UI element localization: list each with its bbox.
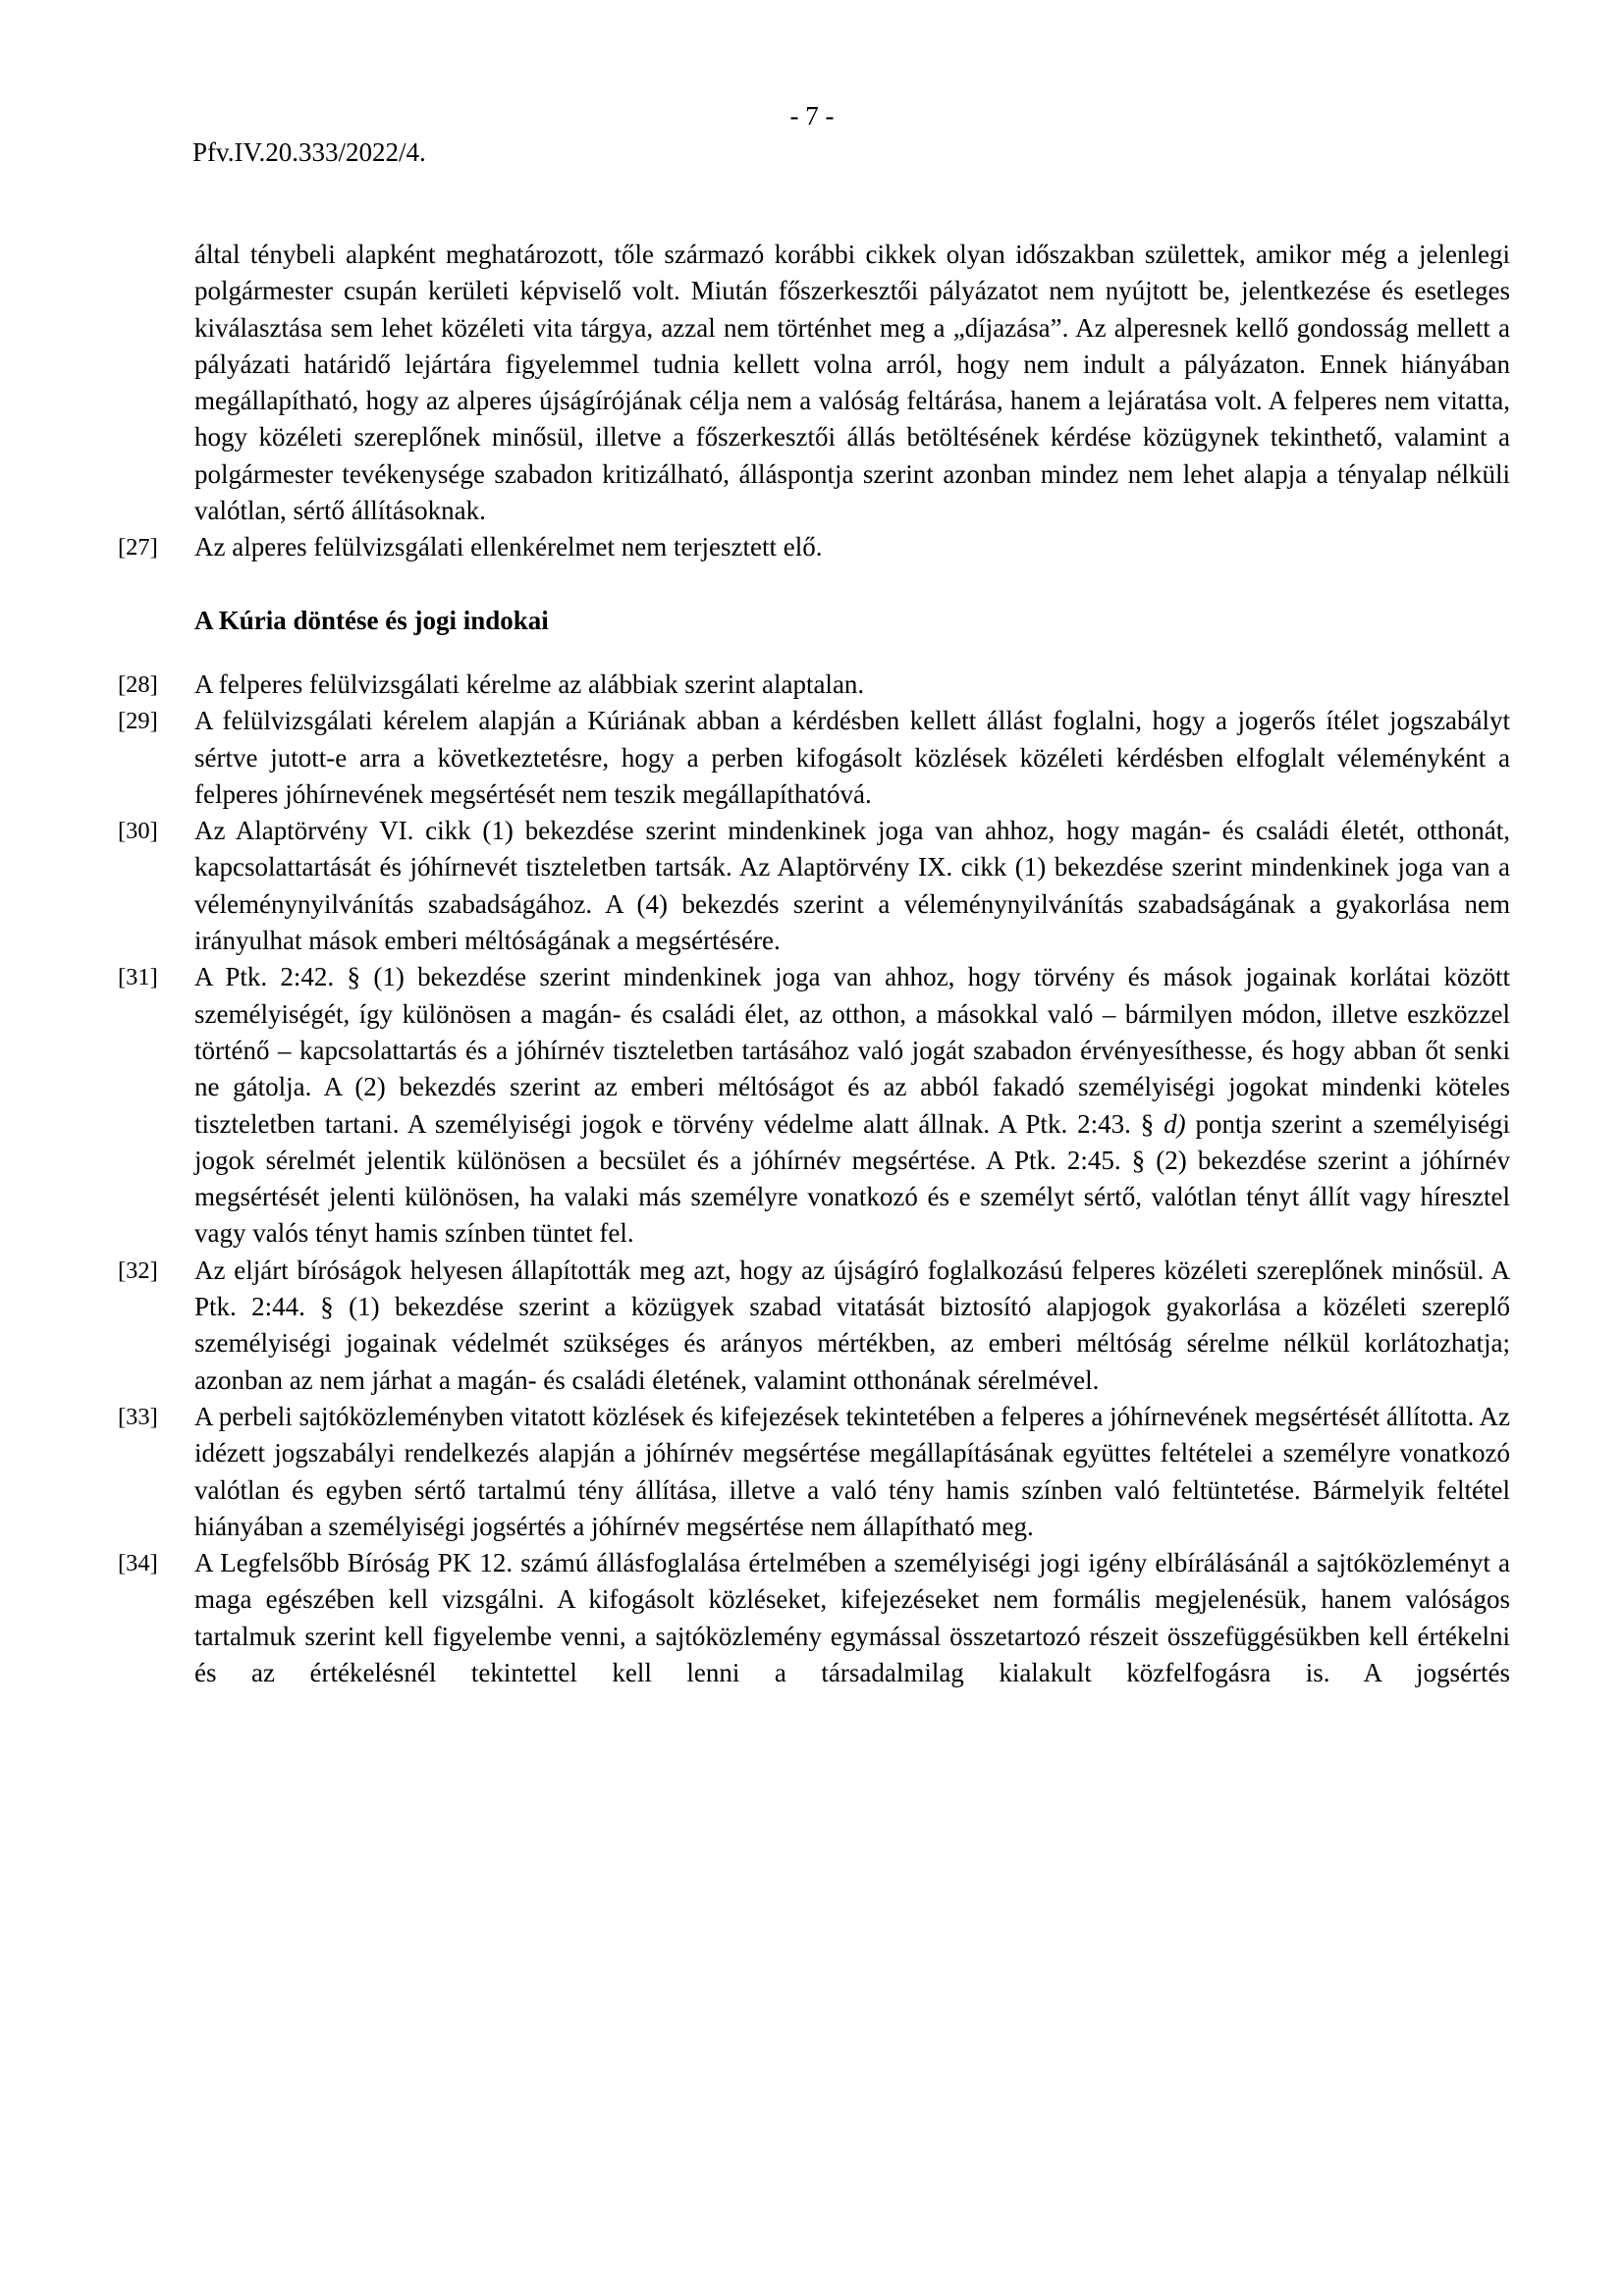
paragraph-32 (118, 1253, 1510, 1399)
paragraph-text: Az alperes felülvizsgálati ellenkérelmet nem terjesztett elő. (194, 532, 823, 562)
paragraph-30 (118, 813, 1510, 959)
paragraph-continuation (118, 237, 1510, 529)
paragraph-text: A felülvizsgálati kérelem alapján a Kúriának abban a kérdésben kellett állást foglalni, hogy a jogerős ítélet jogszabályt sértve jutott-e arra a következtetésre, hogy a perben kifogásolt közlések közéleti kérdésben elfoglalt véleményként a felperes jóhírnevének megsértését nem teszik megállapíthatóvá. (194, 706, 1510, 809)
paragraph-33 (118, 1399, 1510, 1545)
document-body (118, 237, 1510, 1691)
paragraph-text: Az Alaptörvény VI. cikk (1) bekezdése szerint mindenkinek joga van ahhoz, hogy magán- és családi életét, otthonát, kapcsolattartását és jóhírnevét tiszteletben tartsák. Az Alaptörvény IX. cikk (1) bekezdése szerint mindenkinek joga van a véleménynyilvánítás szabadságához. A (4) bekezdés szerint a véleménynyilvánítás szabadságának a gyakorlása nem irányulhat mások emberi méltóságának a megsértésére. (194, 816, 1510, 956)
paragraph-number: [29] (118, 708, 158, 735)
paragraph-text (194, 959, 1510, 1252)
text-segment: A Ptk. 2:42. § (1) bekezdése szerint mindenkinek joga van ahhoz, hogy törvény és mások jogainak korlátai között személyiségét, így különösen a magán- és családi élet, az otthon, a másokkal való – bármilyen módon, illetve eszközzel történő – kapcsolattartás és a jóhírnév tiszteletben tartásához való jogát szabadon érvényesíthesse, és hogy abban őt senki ne gátolja. A (2) bekezdés szerint az emberi méltóságot és az abból fakadó személyiségi jogokat mindenki köteles tiszteletben tartani. A személyiségi jogok e törvény védelme alatt állnak. A Ptk. 2:43. § (194, 962, 1510, 1139)
paragraph-number: [31] (118, 964, 158, 991)
paragraph-number: [32] (118, 1256, 158, 1284)
paragraph-29 (118, 703, 1510, 813)
case-number: Pfv.IV.20.333/2022/4. (192, 137, 426, 167)
paragraph-27 (118, 529, 1510, 565)
paragraph-text: A felperes felülvizsgálati kérelme az alábbiak szerint alaptalan. (194, 668, 865, 699)
text-segment: pontja szerint a személyiségi jogok sérelmét jelentik különösen a becsület és a jóhírnév megsértése. A Ptk. 2:45. § (2) bekezdése szerint a jóhírnév megsértését jelenti különösen, ha valaki más személyre vonatkozó és e személyt sértő, valótlan tényt állít vagy híresztel vagy valós tényt hamis színben tüntet fel. (194, 1108, 1510, 1249)
section-heading: A Kúria döntése és jogi indokai (194, 605, 549, 635)
paragraph-text: A Legfelsőbb Bíróság PK 12. számú állásfoglalása értelmében a személyiségi jogi igény elbírálásánál a sajtóközleményt a maga egészében kell vizsgálni. A kifogásolt közléseket, kifejezéseket nem formális megjelenésük, hanem valóságos tartalmuk szerint kell figyelembe venni, a sajtóközlemény egymással összetartozó részeit összefüggésükben kell értékelni és az értékelésnél tekintettel kell lenni a társadalmilag kialakult közfelfogásra is. A jogsértés (194, 1548, 1510, 1687)
paragraph-28 (118, 667, 1510, 703)
paragraph-number: [34] (118, 1550, 158, 1577)
paragraph-number: [33] (118, 1403, 158, 1430)
paragraph-31 (118, 959, 1510, 1252)
page-number: - 7 - (789, 101, 835, 131)
paragraph-number: [28] (118, 670, 158, 698)
italic-point-reference: d) (1164, 1108, 1186, 1139)
paragraph-text: Az eljárt bíróságok helyesen állapították meg azt, hogy az újságíró foglalkozású felperes közéleti szereplőnek minősül. A Ptk. 2:44. § (1) bekezdése szerint a közügyek szabad vitatását biztosító alapjogok gyakorlása a közéleti szereplő személyiségi jogainak védelmét szükséges és arányos mértékben, az emberi méltóság sérelme nélkül korlátozhatja; azonban az nem járhat a magán- és családi életének, valamint otthonának sérelmével. (194, 1255, 1510, 1395)
paragraph-number: [27] (118, 534, 158, 561)
paragraph-34 (118, 1545, 1510, 1691)
paragraph-number: [30] (118, 818, 158, 845)
paragraph-text: A perbeli sajtóközleményben vitatott közlések és kifejezések tekintetében a felperes a jóhírnevének megsértését állította. Az idézett jogszabályi rendelkezés alapján a jóhírnév megsértése megállapításának együttes feltételei a személyre vonatkozó valótlan és egyben sértő tartalmú tény állítása, illetve a való tény hamis színben való feltüntetése. Bármelyik feltétel hiányában a személyiségi jogsértés a jóhírnév megsértése nem állapítható meg. (194, 1401, 1510, 1541)
paragraph-text: által ténybeli alapként meghatározott, tőle származó korábbi cikkek olyan időszakban születtek, amikor még a jelenlegi polgármester csupán kerületi képviselő volt. Miután főszerkesztői pályázatot nem nyújtott be, jelentkezése és esetleges kiválasztása sem lehet közéleti vita tárgya, azzal nem történhet meg a „díjazása”. Az alperesnek kellő gondosság mellett a pályázati határidő lejártára figyelemmel tudnia kellett volna arról, hogy nem indult a pályázaton. Ennek hiányában megállapítható, hogy az alperes újságírójának célja nem a valóság feltárása, hanem a lejáratása volt. A felperes nem vitatta, hogy közéleti szereplőnek minősül, illetve a főszerkesztői állás betöltésének kérdése közügynek tekinthető, valamint a polgármester tevékenysége szabadon kritizálható, álláspontja szerint azonban mindez nem lehet alapja a tényalap nélküli valótlan, sértő állításoknak. (194, 240, 1510, 526)
